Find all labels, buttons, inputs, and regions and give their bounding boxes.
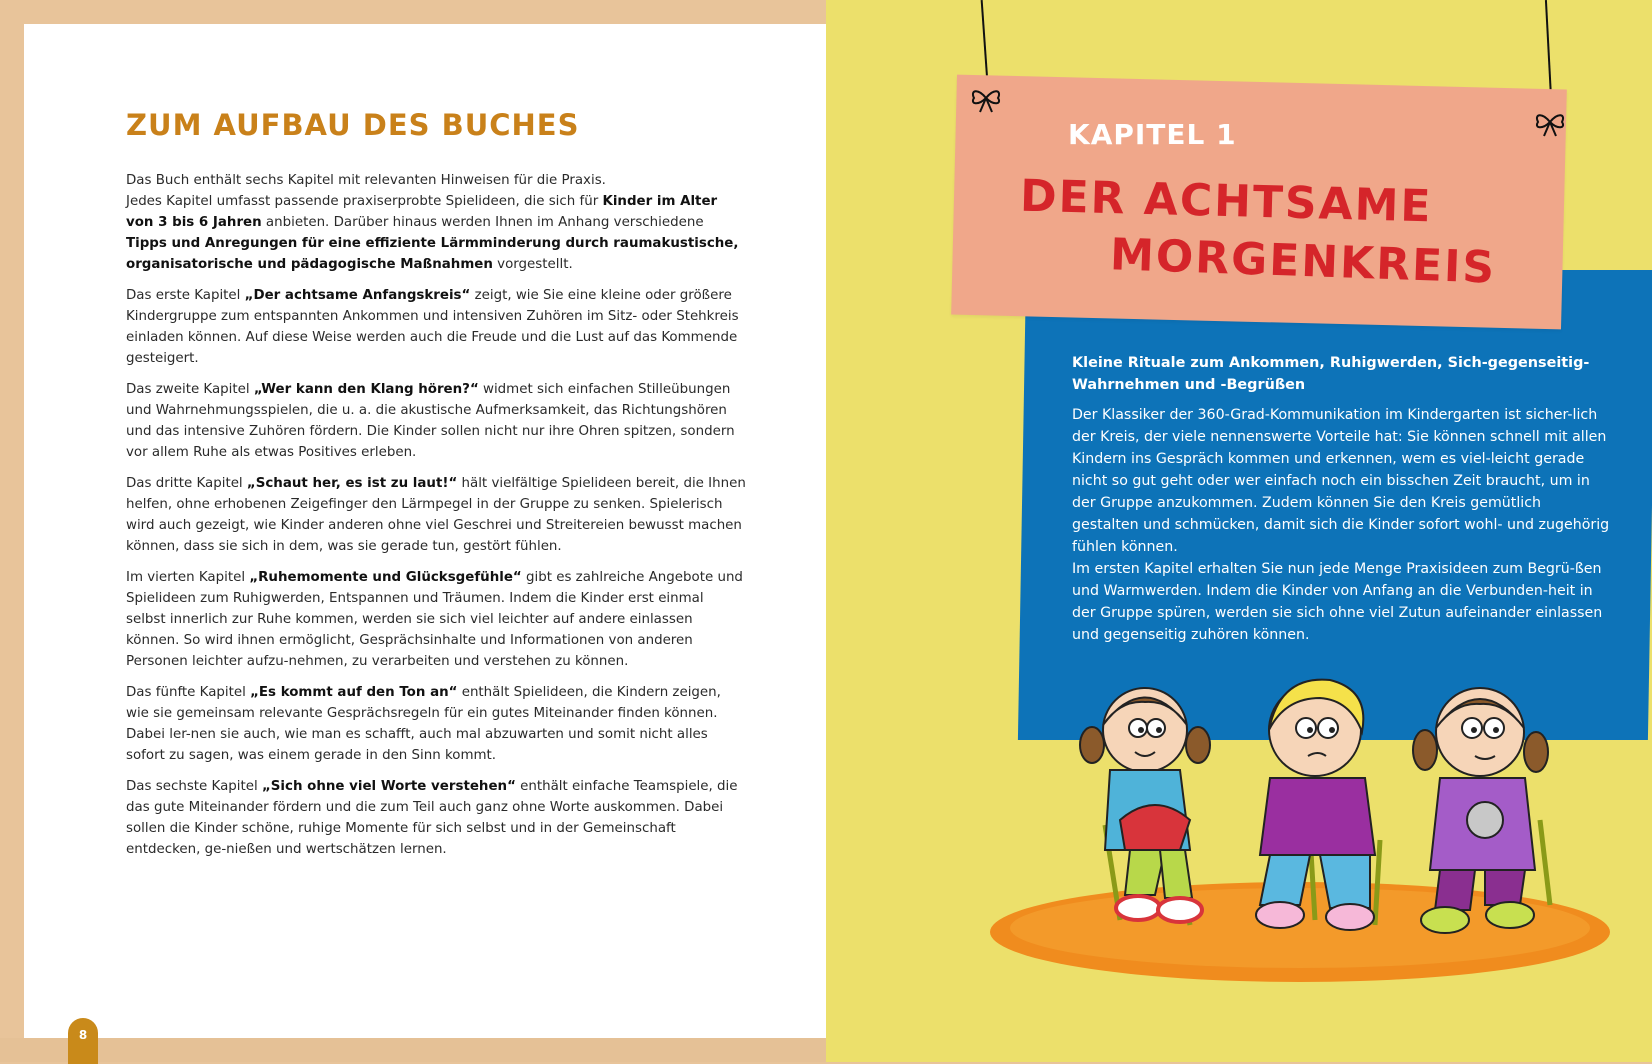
text-run: Das fünfte Kapitel [126, 685, 251, 700]
text-run: zeigt, wie Sie eine kleine oder größere Kindergruppe zum entspannten Ankommen und intensiven Zuhören im Sitz- oder Stehkreis einladen können. Auf diese Weise werden auch die Freude und die Lust auf das Kommende gesteigert. [126, 288, 739, 366]
text-run: Das dritte Kapitel [126, 476, 247, 491]
bold-text: Tipps und Anregungen für eine effiziente Lärmminderung durch raumakustische, organisatorische und pädagogische Maßnahmen [126, 236, 739, 272]
intro-paragraph-1: Der Klassiker der 360-Grad-Kommunikation im Kindergarten ist sicher-lich der Kreis, der viele nennenswerte Vorteile hat: Sie können schnell mit allen Kindern ins Gespräch kommen und erkennen, wem es viel-leicht gerade nicht so gut geht oder wer einfach noch ein bisschen Zeit braucht, um in der Gruppe anzukommen. Zudem können Sie den Kreis gemütlich gestalten und schmücken, damit sich die Kinder sofort wohl- und zugehörig fühlen können. [1072, 407, 1610, 555]
body-paragraph-1 [126, 170, 746, 275]
text-run: Das Buch enthält sechs Kapitel mit relevanten Hinweisen für die Praxis. [126, 173, 606, 188]
section-title: ZUM AUFBAU DES BUCHES [126, 108, 580, 142]
bow-knot-left-icon [968, 84, 1004, 114]
chapter-title-line-1: DER ACHTSAME [1019, 170, 1434, 233]
body-paragraph-3 [126, 379, 746, 463]
body-paragraph-4 [126, 473, 746, 557]
bold-text: „Wer kann den Klang hören?“ [253, 382, 479, 397]
text-run: Im vierten Kapitel [126, 570, 250, 585]
bold-text: „Ruhemomente und Glücksgefühle“ [249, 570, 522, 585]
chapter-label: KAPITEL 1 [1068, 118, 1237, 151]
body-paragraph-6 [126, 682, 746, 766]
text-run: hält vielfältige Spielideen bereit, die Ihnen helfen, ohne erhobenen Zeigefinger den Lärmpegel in der Gruppe zu senken. Spielerisch wird auch gezeigt, wie Kinder anderen ohne viel Geschrei und Streitereien bewusst machen können, dass sie sich in dem, was sie gerade tun, gestört fühlen. [126, 476, 746, 554]
bold-text: „Schaut her, es ist zu laut!“ [246, 476, 458, 491]
text-run: enthält Spielideen, die Kindern zeigen, wie sie gemeinsam relevante Gesprächsregeln für ein gutes Miteinander finden können. Dabei ler-nen sie auch, wie man es schafft, auch mal abzuwarten und somit nicht alles sofort zu sagen, was einem gerade in den Sinn kommt. [126, 685, 721, 763]
bold-text: „Der achtsame Anfangskreis“ [244, 288, 471, 303]
bow-knot-right-icon [1532, 108, 1568, 138]
body-paragraph-7 [126, 776, 746, 860]
text-run: Das erste Kapitel [126, 288, 245, 303]
text-run: vorgestellt. [492, 257, 573, 272]
text-run: gibt es zahlreiche Angebote und Spielideen zum Ruhigwerden, Entspannen und Träumen. Indem die Kinder erst einmal selbst innerlich zur Ruhe kommen, werden sie sich viel leichter auf andere einlassen können. So wird ihnen ermöglicht, Gesprächsinhalte und Informationen von anderen Personen leichter aufzu-nehmen, zu verarbeiten und verstehen zu können. [126, 570, 743, 669]
left-body-text [126, 170, 746, 870]
body-paragraph-2 [126, 285, 746, 369]
bold-text: „Es kommt auf den Ton an“ [250, 685, 458, 700]
bold-text: „Sich ohne viel Worte verstehen“ [261, 779, 516, 794]
text-run: widmet sich einfachen Stilleübungen und Wahrnehmungsspielen, die u. a. die akustische Aufmerksamkeit, das Richtungshören und das intensive Zuhören fördern. Die Kinder sollen nicht nur ihre Ohren spitzen, sondern vor allem Ruhe als etwas Positives erleben. [126, 382, 735, 460]
chapter-title-line-2: MORGENKREIS [1109, 229, 1497, 294]
body-paragraph-5 [126, 567, 746, 672]
text-run: Das zweite Kapitel [126, 382, 254, 397]
page-number: 8 [68, 1018, 98, 1064]
text-run: Jedes Kapitel umfasst passende praxiserprobte Spielideen, die sich für [126, 194, 603, 209]
intro-heading: Kleine Rituale zum Ankommen, Ruhigwerden, Sich-gegenseitig-Wahrnehmen und -Begrüßen [1072, 355, 1590, 393]
intro-body [1072, 404, 1612, 646]
text-run: anbieten. Darüber hinaus werden Ihnen im Anhang verschiedene [261, 215, 704, 230]
page-bottom-strip [0, 1038, 826, 1062]
text-run: enthält einfache Teamspiele, die das gute Miteinander fördern und die zum Teil auch ganz ohne Worte auskommen. Dabei sollen die Kinder schöne, ruhige Momente für sich selbst und in der Gemeinschaft entdecken, ge-nießen und wertschätzen lernen. [126, 779, 738, 857]
text-run: Das sechste Kapitel [126, 779, 262, 794]
intro-paragraph-2: Im ersten Kapitel erhalten Sie nun jede Menge Praxisideen zum Begrü-ßen und Warmwerden. Indem die Kinder von Anfang an die Verbunden-heit in der Gruppe spüren, werden sie sich ohne viel Zutun aufeinander einlassen und gegenseitig zuhören können. [1072, 561, 1603, 643]
children-circle-illustration [980, 670, 1620, 990]
child-left [1080, 688, 1210, 922]
bold-text: Kinder im Alter von 3 bis 6 Jahren [126, 194, 718, 230]
